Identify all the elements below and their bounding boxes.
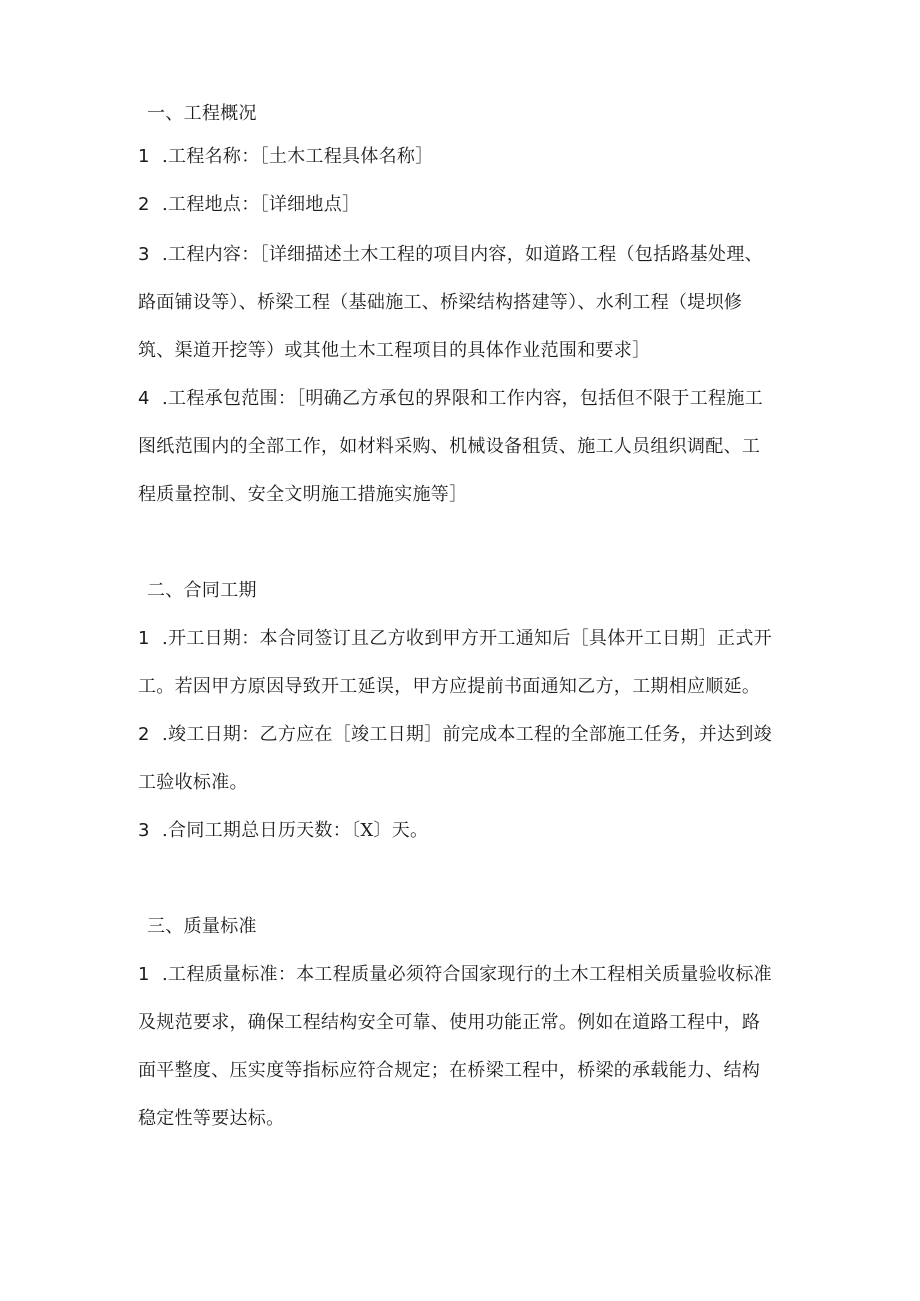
item-text: .工程名称：［土木工程具体名称］ <box>162 146 434 167</box>
section-2-item-2-line-2: 工验收标准。 <box>138 772 248 793</box>
section-2-item-2 <box>138 724 772 746</box>
section-1-heading: 一、工程概况 <box>147 103 257 124</box>
item-text: .开工日期：本合同签订且乙方收到甲方开工通知后［具体开工日期］正式开 <box>162 628 772 649</box>
section-2-heading: 二、合同工期 <box>147 580 257 601</box>
item-text: .工程内容：［详细描述土木工程的项目内容，如道路工程（包括路基处理、 <box>162 244 763 265</box>
section-1-item-3 <box>138 244 763 266</box>
section-3-item-1-line-4: 稳定性等要达标。 <box>138 1108 285 1129</box>
section-1-item-4 <box>138 388 763 410</box>
section-2-item-1 <box>138 628 772 650</box>
item-number: 3 <box>138 820 150 841</box>
section-1-item-3-line-3: 筑、渠道开挖等）或其他土木工程项目的具体作业范围和要求］ <box>138 340 651 361</box>
section-3-heading: 三、质量标准 <box>147 916 257 937</box>
item-text: .工程质量标准：本工程质量必须符合国家现行的土木工程相关质量验收标准 <box>162 964 772 985</box>
section-1-item-4-line-2: 图纸范围内的全部工作，如材料采购、机械设备租赁、施工人员组织调配、工 <box>138 436 761 457</box>
item-number: 3 <box>138 244 150 265</box>
item-number: 2 <box>138 194 150 215</box>
item-number: 4 <box>138 388 150 409</box>
section-1-item-2 <box>138 194 360 216</box>
section-1-item-1 <box>138 146 434 168</box>
section-3-item-1-line-2: 及规范要求，确保工程结构安全可靠、使用功能正常。例如在道路工程中，路 <box>138 1012 761 1033</box>
item-text: .竣工日期：乙方应在［竣工日期］前完成本工程的全部施工任务，并达到竣 <box>162 724 772 745</box>
item-text: .合同工期总日历天数：〔X〕天。 <box>162 820 429 841</box>
section-3-item-1 <box>138 964 772 986</box>
item-number: 1 <box>138 146 150 167</box>
section-2-item-1-line-2: 工。若因甲方原因导致开工延误，甲方应提前书面通知乙方，工期相应顺延。 <box>138 676 761 697</box>
item-number: 1 <box>138 628 150 649</box>
section-3-item-1-line-3: 面平整度、压实度等指标应符合规定；在桥梁工程中，桥梁的承载能力、结构 <box>138 1060 761 1081</box>
section-2-item-3 <box>138 820 428 842</box>
item-number: 2 <box>138 724 150 745</box>
item-number: 1 <box>138 964 150 985</box>
item-text: .工程承包范围：［明确乙方承包的界限和工作内容，包括但不限于工程施工 <box>162 388 763 409</box>
section-1-item-4-line-3: 程质量控制、安全文明施工措施实施等］ <box>138 484 468 505</box>
item-text: .工程地点：［详细地点］ <box>162 194 361 215</box>
section-1-item-3-line-2: 路面铺设等）、桥梁工程（基础施工、桥梁结构搭建等）、水利工程（堤坝修 <box>138 292 743 313</box>
